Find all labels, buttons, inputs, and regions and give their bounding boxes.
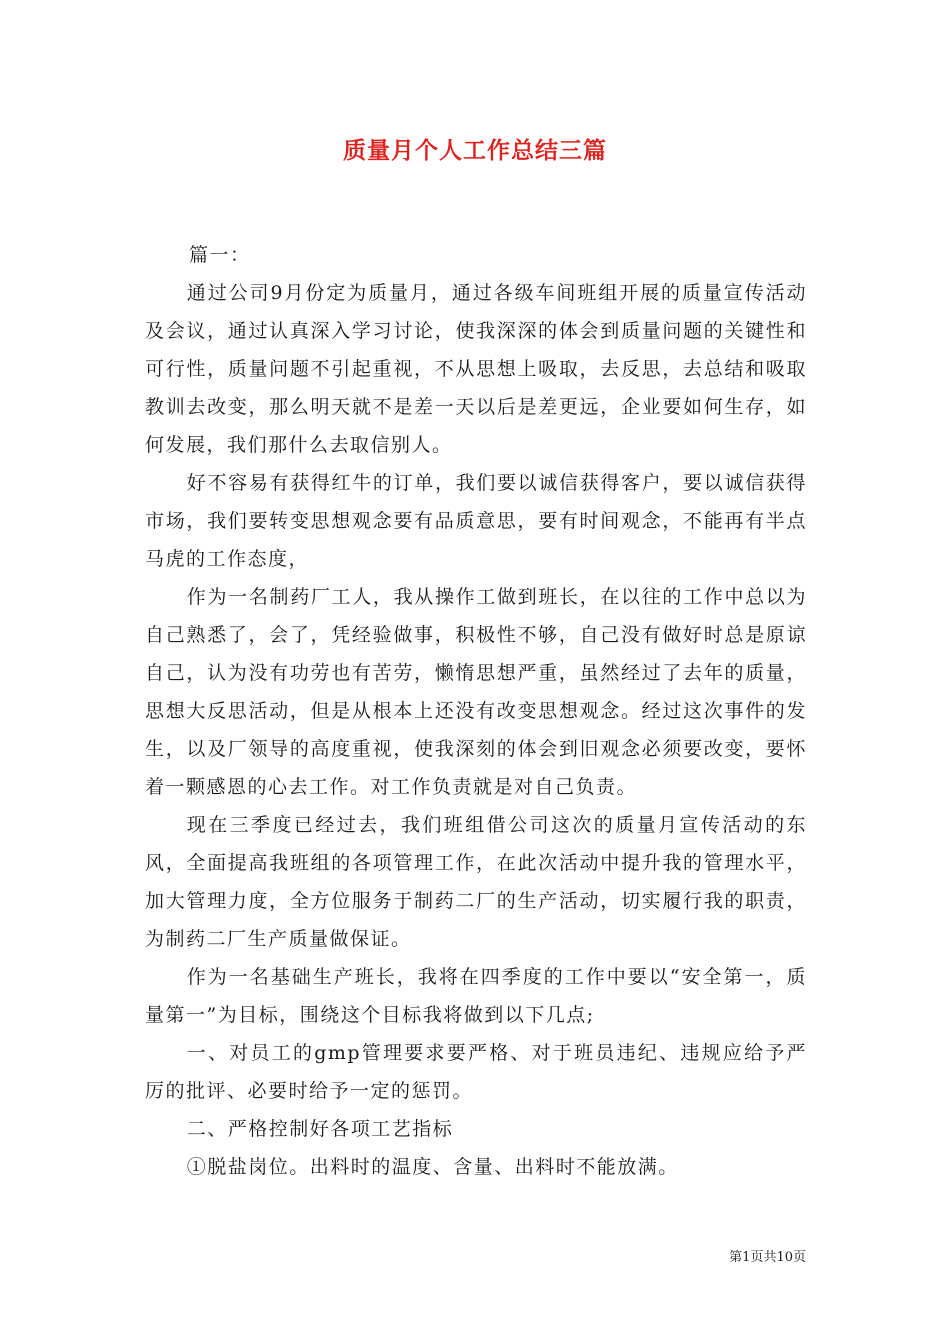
document-body bbox=[145, 236, 807, 1186]
paragraph-3: 作为一名制药厂工人，我从操作工做到班长，在以往的工作中总以为自己熟悉了，会了，凭经验做事，积极性不够，自己没有做好时总是原谅自己，认为没有功劳也有苦劳，懒惰思想严重，虽然经过了去年的质量，思想大反思活动，但是从根本上还没有改变思想观念。经过这次事件的发生，以及厂领导的高度重视，使我深刻的体会到旧观念必须要改变，要怀着一颗感恩的心去工作。对工作负责就是对自己负责。 bbox=[145, 586, 807, 798]
paragraph-4: 现在三季度已经过去，我们班组借公司这次的质量月宣传活动的东风，全面提高我班组的各项管理工作，在此次活动中提升我的管理水平，加大管理力度，全方位服务于制药二厂的生产活动，切实履行我的职责，为制药二厂生产质量做保证。 bbox=[145, 814, 807, 950]
paragraph-8: ①脱盐岗位。出料时的温度、含量、出料时不能放满。 bbox=[186, 1156, 679, 1178]
paragraph-1: 通过公司9月份定为质量月，通过各级车间班组开展的质量宣传活动及会议，通过认真深入学习讨论，使我深深的体会到质量问题的关键性和可行性，质量问题不引起重视，不从思想上吸取，去反思，去总结和吸取教训去改变，那么明天就不是差一天以后是差更远，企业要如何生存，如何发展，我们那什么去取信别人。 bbox=[145, 282, 807, 456]
paragraph-2: 好不容易有获得红牛的订单，我们要以诚信获得客户，要以诚信获得市场，我们要转变思想观念要有品质意思，要有时间观念，不能再有半点马虎的工作态度， bbox=[145, 472, 807, 570]
paragraph-5: 作为一名基础生产班长，我将在四季度的工作中要以“安全第一，质量第一”为目标，围绕这个目标我将做到以下几点; bbox=[145, 966, 807, 1026]
document-title: 质量月个人工作总结三篇 bbox=[343, 137, 607, 164]
paragraph-7: 二、严格控制好各项工艺指标 bbox=[186, 1118, 454, 1140]
section-heading: 篇一： bbox=[189, 244, 251, 266]
paragraph-6: 一、对员工的gmp管理要求要严格、对于班员违纪、违规应给予严厉的批评、必要时给予一定的惩罚。 bbox=[145, 1042, 807, 1102]
page-number: 第1页共10页 bbox=[729, 1250, 806, 1265]
